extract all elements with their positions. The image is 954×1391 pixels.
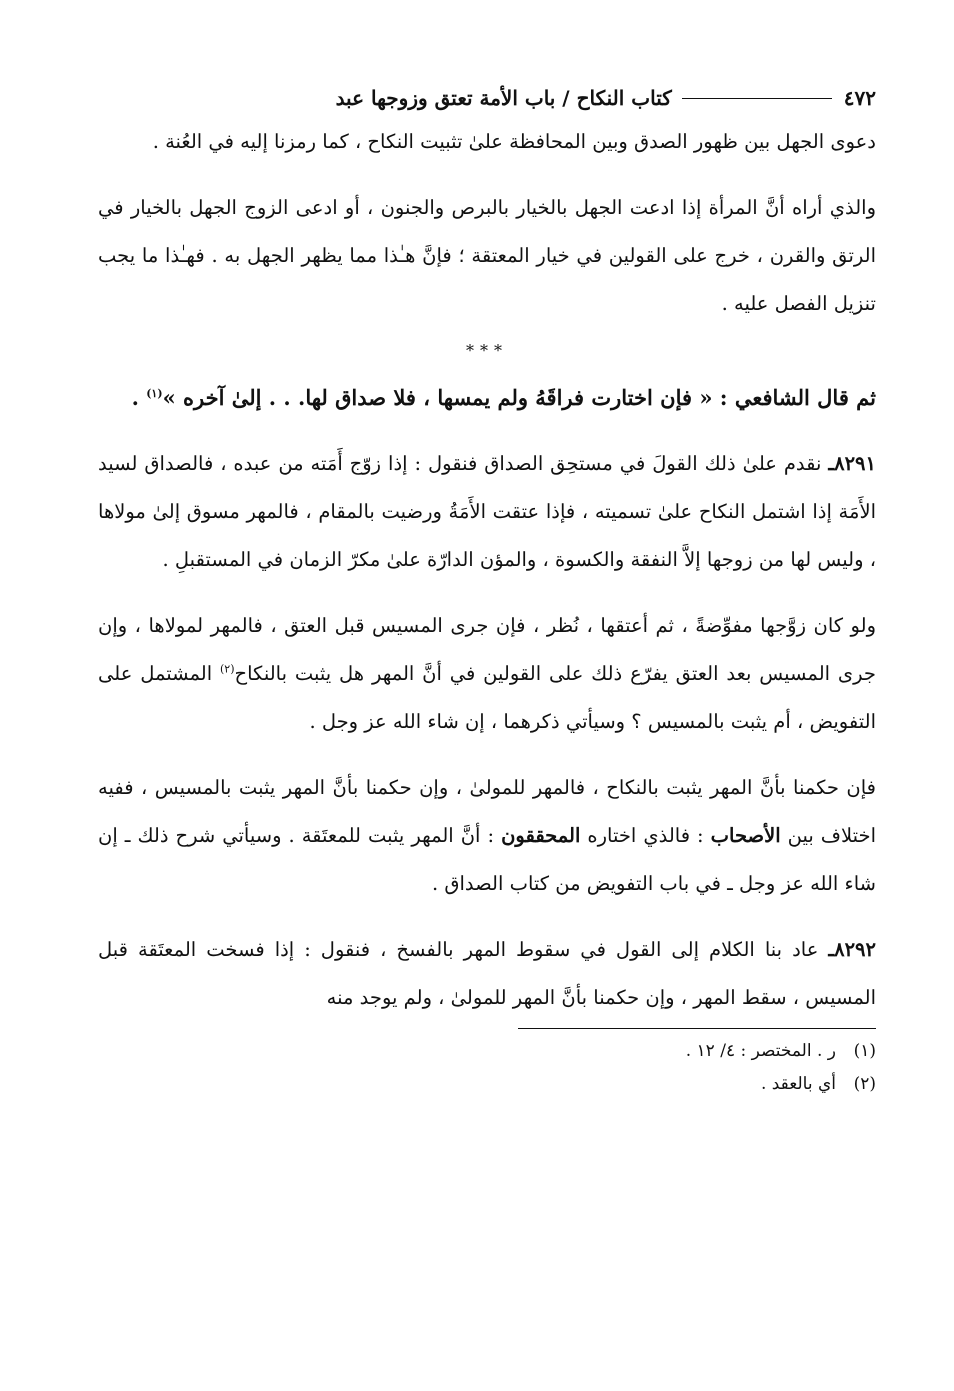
footnote-ref-2: (٢)	[220, 662, 235, 676]
paragraph-text: نقدم علىٰ ذلك القولَ في مستحِق الصداق فنقول : إذا زوّج أَمَته من عبده ، فالصداق لسيد الأَمَة إذا اشتمل النكاح علىٰ تسميته ، فإذا عتقت الأَمَةُ ورضيت بالمقام ، فالمهر مسوق إلىٰ مولاها ، وليس لها من زوجها إلاَّ النفقة والكسوة ، والمؤن الدارّة علىٰ مكرّ الزمان في المستقبلِ .	[98, 452, 876, 571]
paragraph-text: عاد بنا الكلام إلى القول في سقوط المهر بالفسخ ، فنقول : إذا فسخت المعتَقة قبل المسيس ، سقط المهر ، وإن حكمنا بأنَّ المهر للمولىٰ ، ولم يوجد منه	[98, 938, 876, 1009]
section-separator: ***	[466, 341, 508, 360]
running-header	[98, 78, 876, 118]
paragraph-8292	[98, 926, 876, 1022]
spacer	[98, 584, 876, 602]
paragraph-1: دعوى الجهل بين ظهور الصدق وبين المحافظة علىٰ تثبيت النكاح ، كما رمزنا إليه في العُنة .	[152, 130, 876, 153]
paragraph-5	[98, 764, 876, 908]
paragraph-8291	[98, 440, 876, 584]
page-number: ٤٧٢	[843, 86, 876, 110]
paragraph-text: فإن حكمنا بأنَّ المهر يثبت بالنكاح ، فالمهر للمولىٰ ، وإن حكمنا بأنَّ المهر يثبت بالمسيس ، ففيه اختلاف بين	[98, 776, 877, 847]
paragraph-text: : فالذي اختاره	[580, 824, 711, 847]
paragraph-text: ولو كان زوَّجها مفوِّضةً ، ثم أعتقها ، نُظر ، فإن جرى المسيس قبل العتق ، فالمهر لمولاها ، وإن جرى المسيس بعد العتق يفرّع ذلك على القولين في أنَّ المهر هل يثبت بالنكاح	[98, 614, 876, 685]
paragraph-2: والذي أراه أنَّ المرأة إذا ادعت الجهل بالخيار بالبرص والجنون ، أو ادعى الزوج الجهل بالخيار في الرتق والقرن ، خرج على القولين في خيار المعتقة ؛ فإنَّ هـٰذا مما يظهر الجهل به . فهـٰذا ما يجب تنزيل الفصل عليه .	[98, 196, 876, 315]
bold-term: المحققون	[501, 824, 581, 847]
paragraph-text: : أنَّ المهر يثبت للمعتَقة . وسيأتي شرح ذلك ـ إن شاء الله عز وجل ـ في باب التفويض من كتاب الصداق .	[98, 824, 876, 895]
footnote-ref-1: (١)	[146, 387, 163, 400]
document-page	[98, 60, 876, 1101]
quote-text: ثم قال الشافعي : « فإن اختارت فراقَهُ ولم يمسها ، فلا صداق لها. . . إلىٰ آخره »	[162, 385, 876, 410]
footnote-rule	[518, 1028, 876, 1029]
issue-number: ٨٢٩١ـ	[828, 452, 876, 475]
quote-heading	[98, 374, 876, 422]
footnote-number: (١)	[853, 1041, 876, 1061]
footnote-2	[98, 1068, 876, 1101]
paragraph-text: المشتمل على التفويض ، أم يثبت بالمسيس ؟ وسيأتي ذكرهما ، إن شاء الله عز وجل .	[98, 662, 876, 733]
header-rule	[682, 98, 832, 99]
footnote-text: ر . المختصر : ٤/ ١٢ .	[685, 1041, 836, 1061]
paragraph-4	[98, 602, 876, 746]
spacer	[98, 746, 876, 764]
quote-end: .	[131, 385, 147, 410]
spacer	[98, 166, 876, 184]
spacer	[98, 422, 876, 440]
footnote-1	[98, 1035, 876, 1068]
bold-term: الأصحاب	[710, 824, 781, 847]
spacer	[98, 908, 876, 926]
issue-number: ٨٢٩٢ـ	[828, 938, 876, 961]
footnote-number: (٢)	[853, 1074, 876, 1094]
footnote-text: أي بالعقد .	[760, 1074, 836, 1094]
header-title: كتاب النكاح / باب الأمة تعتق وزوجها عبد	[335, 86, 672, 110]
